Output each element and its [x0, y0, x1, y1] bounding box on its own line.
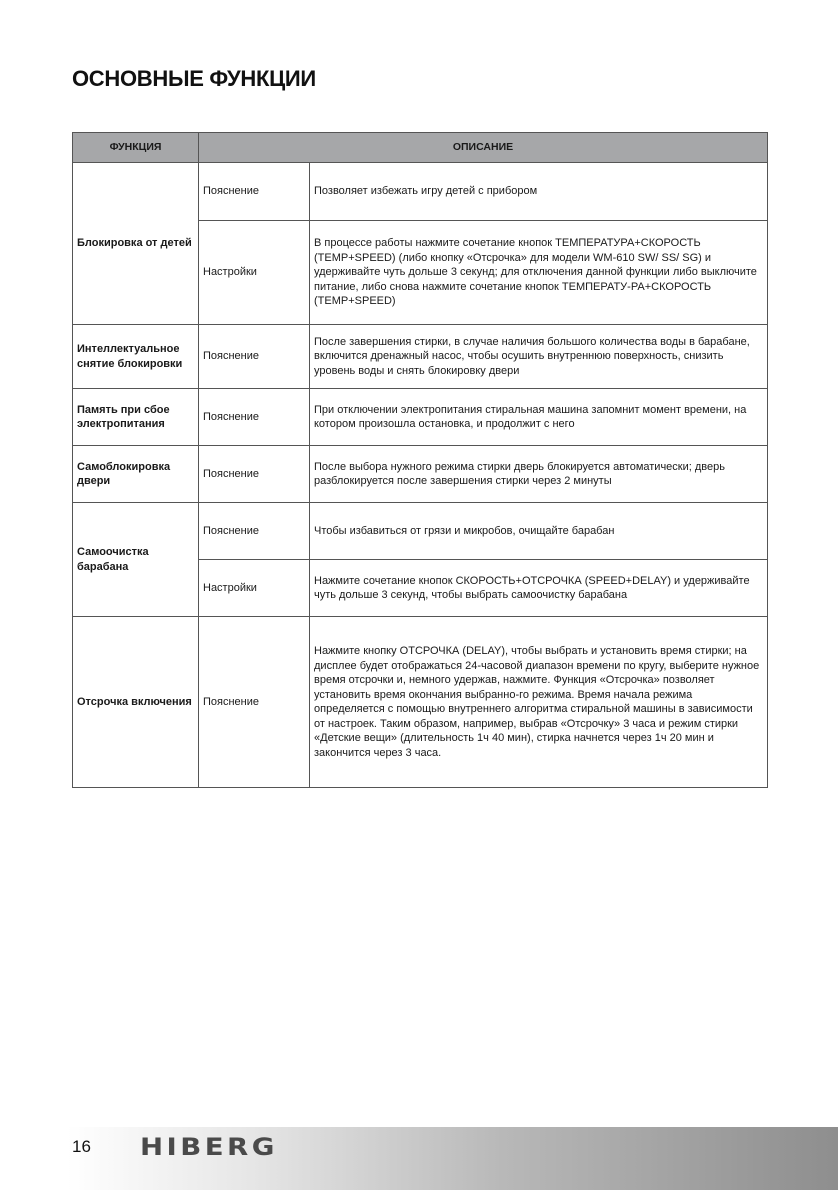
entry-description: В процессе работы нажмите сочетание кнопок ТЕМПЕРАТУРА+СКОРОСТЬ (TEMP+SPEED) (либо кнопку «Отсрочка» для модели WM-610 SW/ SS/ SG) и удерживайте чуть дольше 3 секунд; для отключения данной функции либо выключите питание, либо снова нажмите сочетание кнопок ТЕМПЕРАТУ-РА+СКОРОСТЬ (TEMP+SPEED): [310, 221, 768, 325]
header-description: ОПИСАНИЕ: [199, 133, 768, 163]
entry-kind: Настройки: [199, 221, 310, 325]
functions-table: [72, 132, 768, 788]
entry-kind: Пояснение: [199, 325, 310, 389]
page-number: 16: [72, 1137, 91, 1156]
function-name: Самоблокировка двери: [73, 446, 199, 503]
table-row: [73, 446, 768, 503]
page-title: ОСНОВНЫЕ ФУНКЦИИ: [72, 66, 316, 91]
table-row: [73, 325, 768, 389]
function-name: Самоочистка барабана: [73, 503, 199, 617]
brand-logo: HIBERG: [140, 1133, 278, 1161]
entry-description: Позволяет избежать игру детей с прибором: [310, 163, 768, 221]
table-row: [73, 617, 768, 788]
entry-description: После завершения стирки, в случае наличия большого количества воды в барабане, включится дренажный насос, чтобы осушить внутреннюю поверхность, снизить уровень воды и снять блокировку двери: [310, 325, 768, 389]
entry-kind: Пояснение: [199, 617, 310, 788]
table-row: [73, 503, 768, 560]
entry-description: При отключении электропитания стиральная машина запомнит момент времени, на котором произошла остановка, и продолжит с него: [310, 389, 768, 446]
function-name: Интеллектуальное снятие блокировки: [73, 325, 199, 389]
entry-description: После выбора нужного режима стирки дверь блокируется автоматически; дверь разблокируется после завершения стирки через 2 минуты: [310, 446, 768, 503]
header-function: ФУНКЦИЯ: [73, 133, 199, 163]
function-name: Блокировка от детей: [73, 163, 199, 325]
table-header-row: [73, 133, 768, 163]
entry-kind: Пояснение: [199, 389, 310, 446]
entry-description: Нажмите кнопку ОТСРОЧКА (DELAY), чтобы выбрать и установить время стирки; на дисплее будет отображаться 24-часовой диапазон времени по кругу, выберите нужное время отсрочки и, немного удержав, нажмите. Функция «Отсрочка» позволяет установить время окончания выбранно-го режима. Время начала режима определяется с помощью внутреннего алгоритма стиральной машины в зависимости от настроек. Таким образом, например, выбрав «Отсрочку» 3 часа и режим стирки «Детские вещи» (длительность 1ч 40 мин), стирка начнется через 1ч 20 мин и закончится через 3 часа.: [310, 617, 768, 788]
footer-bar: [0, 1127, 838, 1190]
table-row: [73, 389, 768, 446]
entry-kind: Пояснение: [199, 446, 310, 503]
entry-kind: Настройки: [199, 560, 310, 617]
function-name: Память при сбое электропитания: [73, 389, 199, 446]
entry-description: Нажмите сочетание кнопок СКОРОСТЬ+ОТСРОЧКА (SPEED+DELAY) и удерживайте чуть дольше 3 секунд, чтобы выбрать самоочистку барабана: [310, 560, 768, 617]
function-name: Отсрочка включения: [73, 617, 199, 788]
entry-kind: Пояснение: [199, 163, 310, 221]
entry-kind: Пояснение: [199, 503, 310, 560]
table-row: [73, 163, 768, 221]
entry-description: Чтобы избавиться от грязи и микробов, очищайте барабан: [310, 503, 768, 560]
